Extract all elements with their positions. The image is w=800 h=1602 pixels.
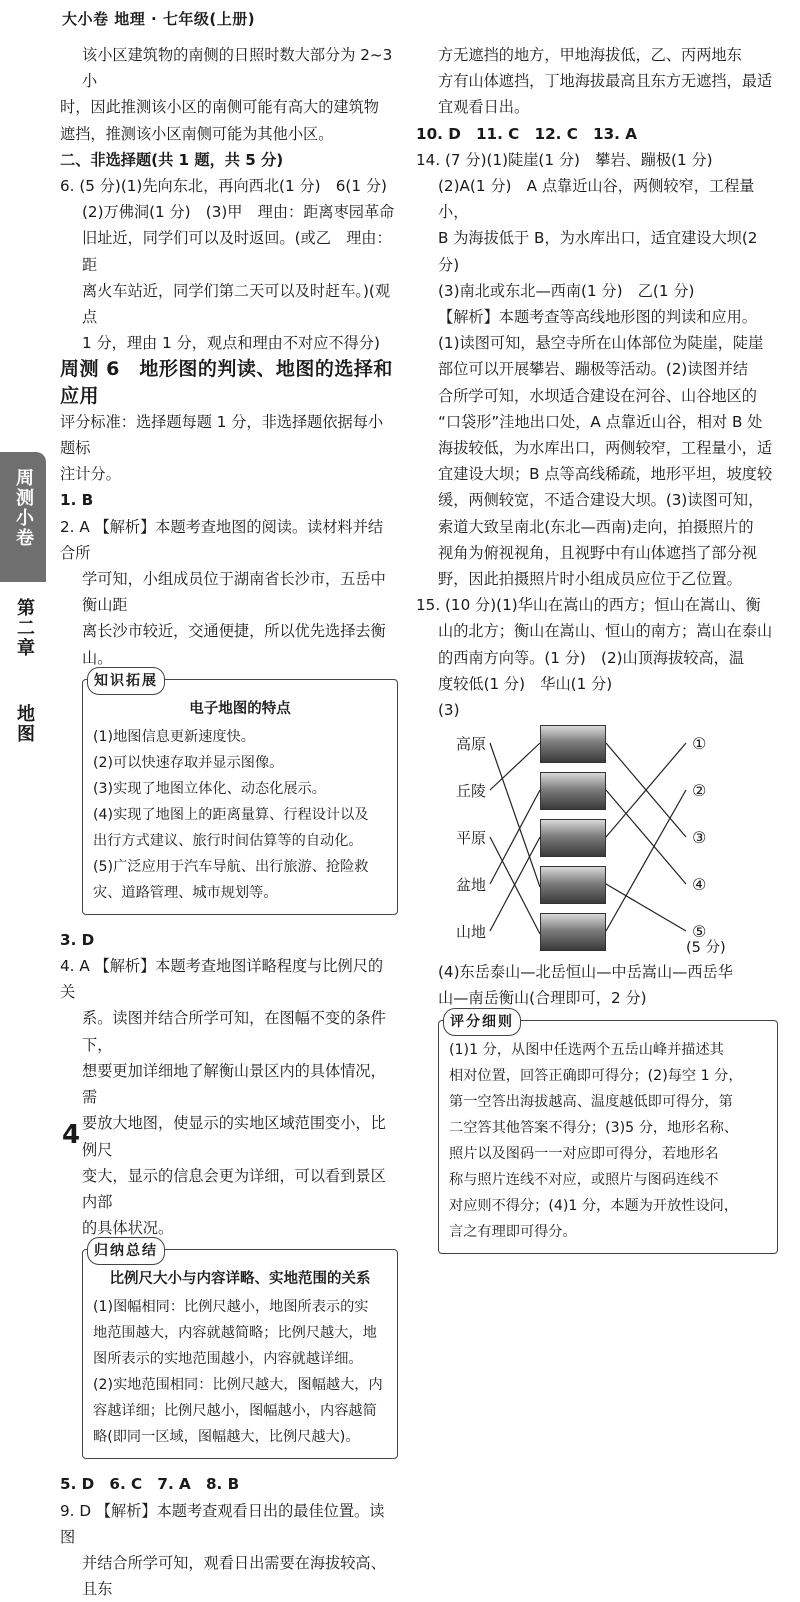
answer-line: 海拔较低，为水库出口，两侧较窄，工程量小，适 — [438, 439, 773, 458]
text-line: 时，因此推测该小区的南侧可能有高大的建筑物 — [60, 98, 379, 117]
answer-line: 缓，两侧较宽，不适合建设大坝。(3)读图可知， — [438, 491, 764, 510]
answer-line: 14. (7 分)(1)陡崖(1 分) 攀岩、蹦极(1 分) — [416, 150, 713, 169]
answer-line: (2)A(1 分) A 点靠近山谷，两侧较窄，工程量小， — [438, 177, 755, 222]
diagram-score: (5 分) — [686, 940, 726, 957]
box-title: 电子地图的特点 — [189, 700, 291, 717]
text-line: 该小区建筑物的南侧的日照时数大部分为 2~3 小 — [82, 46, 393, 91]
answer-line: 15. (10 分)(1)华山在嵩山的西方；恒山在嵩山、衡 — [416, 596, 761, 615]
answer-line: 2. A 【解析】本题考查地图的阅读。读材料并结合所 — [60, 517, 384, 562]
answer-line: 离火车站近，同学们第二天可以及时赶车。)(观点 — [82, 281, 391, 327]
link-line — [490, 743, 540, 790]
side-tab-series-block — [0, 452, 46, 582]
knowledge-extension-box — [82, 672, 398, 915]
answer-line: (1)读图可知，悬空寺所在山体部位为陡崖，陡崖 — [438, 334, 764, 353]
answer-line: 宜建设大坝；B 点等高线稀疏，地形平坦，坡度较 — [438, 465, 773, 484]
answer-line: 旧址近，同学们可以及时返回。(或乙 理由：距 — [82, 229, 392, 274]
answer-line: 想要更加详细地了解衡山景区内的具体情况，需 — [82, 1061, 386, 1107]
map-code-label: ③ — [692, 828, 707, 848]
answer-line: 10. D 11. C 12. C 13. A — [416, 124, 637, 143]
map-code-label: ② — [692, 781, 707, 801]
answer-line: 变大，显示的信息会更为详细，可以看到景区内部 — [82, 1166, 386, 1211]
box-line: 出行方式建议、旅行时间估算等的自动化。 — [93, 832, 363, 849]
answer-line: 野，因此拍摄照片时小组成员应位于乙位置。 — [438, 570, 742, 589]
answer-line: 系。读图并结合所学可知，在图幅不变的条件下， — [82, 1009, 386, 1054]
answer-line: 部位可以开展攀岩、蹦极等活动。(2)读图并结 — [438, 360, 749, 379]
right-column — [416, 42, 778, 1266]
answer-line: (3)南北或东北—西南(1 分) 乙(1 分) — [438, 281, 695, 300]
week-title: 周测 6 地形图的判读、地图的选择和应用 — [60, 358, 393, 407]
answer-line: 宜观看日出。 — [438, 98, 530, 117]
answer-line: 离长沙市较近，交通便捷，所以优先选择去衡山。 — [82, 622, 386, 667]
box-line: (1)地图信息更新速度快。 — [93, 728, 255, 745]
answer-line: 学可知，小组成员位于湖南省长沙市，五岳中衡山距 — [82, 570, 386, 615]
box-line: (2)实地范围相同：比例尺越大，图幅越大，内 — [93, 1377, 383, 1394]
box-line: 称与照片连线不对应，或照片与图码连线不 — [449, 1171, 719, 1188]
landform-label: 山地 — [456, 923, 487, 942]
answer-line: (2)万佛洞(1 分) (3)甲 理由：距离枣园革命 — [82, 203, 395, 222]
box-line: 二空答其他答案不得分；(3)5 分，地形名称、 — [449, 1119, 739, 1136]
answer-line: 1 分，理由 1 分，观点和理由不对应不得分) — [82, 334, 380, 353]
box-line: 第一空答出海拔越高、温度越低即可得分，第 — [449, 1093, 733, 1110]
scoring-details-box — [438, 1013, 778, 1254]
answer-line: 方无遮挡的地方，甲地海拔低，乙、丙两地东 — [438, 46, 742, 64]
box-tag: 归纳总结 — [87, 1237, 165, 1265]
answer-line: 的具体状况。 — [82, 1219, 174, 1238]
answer-line: (3) — [438, 701, 460, 720]
box-line: 灾、道路管理、城市规划等。 — [93, 884, 278, 901]
landform-label: 盆地 — [456, 876, 487, 895]
text-line: 遮挡，推测该小区南侧可能为其他小区。 — [60, 124, 334, 143]
side-tab-chapter: 第二章 — [14, 598, 35, 658]
link-line — [606, 884, 686, 931]
summary-box — [82, 1243, 398, 1459]
landform-label: 高原 — [456, 735, 487, 754]
answer-line: 3. D — [60, 930, 95, 949]
box-line: 照片以及图码一一对应即可得分，若地形名 — [449, 1145, 719, 1162]
page-header: 大小卷 地理 · 七年级(上册) — [62, 10, 256, 28]
answer-line: 【解析】本题考查等高线地形图的判读和应用。 — [438, 308, 757, 327]
box-line: (1)1 分，从图中任选两个五岳山峰并描述其 — [449, 1041, 724, 1058]
box-line: (2)可以快速存取并显示图像。 — [93, 754, 284, 771]
landform-label: 丘陵 — [456, 782, 487, 801]
page-number: 4 — [62, 1120, 81, 1150]
answer-line: 的西南方向等。(1 分) (2)山顶海拔较高，温 — [438, 648, 745, 667]
box-title: 比例尺大小与内容详略、实地范围的关系 — [109, 1271, 371, 1288]
landform-photo — [540, 772, 606, 810]
box-tag: 评分细则 — [443, 1008, 521, 1036]
box-line: (3)实现了地图立体化、动态化展示。 — [93, 780, 326, 797]
landform-photo — [540, 866, 606, 904]
answer-line: 索道大致呈南北(东北—西南)走向，拍摄照片的 — [438, 517, 754, 536]
answer-line: 合所学可知，水坝适合建设在河谷、山谷地区的 — [438, 386, 757, 405]
link-line — [606, 790, 686, 931]
box-line: 对应则不得分；(4)1 分，本题为开放性设问， — [449, 1197, 739, 1214]
answer-line: 方有山体遮挡，丁地海拔最高且东方无遮挡，最适 — [438, 72, 773, 91]
answer-line: 视角为俯视视角，且视野中有山体遮挡了部分视 — [438, 543, 757, 562]
landform-matching-diagram — [416, 729, 778, 959]
box-line: 略(即同一区域，图幅越大，比例尺越大)。 — [93, 1429, 360, 1446]
link-line — [606, 790, 686, 884]
box-tag: 知识拓展 — [87, 667, 165, 695]
box-line: 言之有理即可得分。 — [449, 1223, 577, 1240]
scoring-standard: 评分标准：选择题每题 1 分，非选择题依据每小题标 — [60, 412, 384, 458]
box-line: 图所表示的实地范围越小，内容就越详细。 — [93, 1351, 363, 1368]
side-tab-topic: 地图 — [14, 704, 35, 744]
map-code-label: ① — [692, 734, 707, 754]
answer-line: 并结合所学可知，观看日出需要在海拔较高、且东 — [82, 1553, 386, 1599]
left-column — [60, 42, 398, 1602]
answer-line: 山—南岳衡山(合理即可，2 分) — [438, 989, 647, 1008]
box-line: 相对位置，回答正确即可得分；(2)每空 1 分， — [449, 1067, 743, 1084]
landform-label: 平原 — [456, 829, 487, 848]
link-line — [490, 790, 540, 884]
link-line — [490, 743, 540, 887]
answer-line: 山的北方；衡山在嵩山、恒山的南方；嵩山在泰山 — [438, 622, 773, 641]
answer-line: 5. D 6. C 7. A 8. B — [60, 1475, 240, 1494]
answer-line: 9. D 【解析】本题考查观看日出的最佳位置。读图 — [60, 1501, 385, 1546]
box-line: 容越详细；比例尺越小，图幅越小，内容越简 — [93, 1403, 377, 1420]
landform-photo — [540, 725, 606, 763]
answer-line: 1. B — [60, 491, 94, 510]
answer-line: (4)东岳泰山—北岳恒山—中岳嵩山—西岳华 — [438, 963, 733, 982]
answer-line: 6. (5 分)(1)先向东北，再向西北(1 分) 6(1 分) — [60, 177, 387, 196]
answer-line: 要放大地图，使显示的实地区域范围变小，比例尺 — [82, 1114, 386, 1159]
section-heading: 二、非选择题(共 1 题，共 5 分) — [60, 150, 284, 169]
map-code-label: ⑤ — [692, 922, 707, 942]
map-code-label: ④ — [692, 875, 707, 895]
box-line: (5)广泛应用于汽车导航、出行旅游、抢险救 — [93, 858, 369, 875]
side-tab-series: 周测小卷 — [13, 468, 34, 548]
box-line: (4)实现了地图上的距离量算、行程设计以及 — [93, 806, 369, 823]
side-tab — [0, 452, 46, 1132]
landform-photo — [540, 913, 606, 951]
box-line: 地范围越大，内容就越简略；比例尺越大，地 — [93, 1325, 377, 1342]
box-line: (1)图幅相同：比例尺越小，地图所表示的实 — [93, 1299, 369, 1316]
answer-line: B 为海拔低于 B，为水库出口，适宜建设大坝(2 分) — [438, 229, 758, 274]
answer-line: 4. A 【解析】本题考查地图详略程度与比例尺的关 — [60, 957, 384, 1002]
answer-line: 度较低(1 分) 华山(1 分) — [438, 674, 613, 693]
scoring-standard: 注计分。 — [60, 465, 121, 484]
answer-line: “口袋形”洼地出口处，A 点靠近山谷，相对 B 处 — [438, 412, 763, 431]
landform-photo — [540, 819, 606, 857]
